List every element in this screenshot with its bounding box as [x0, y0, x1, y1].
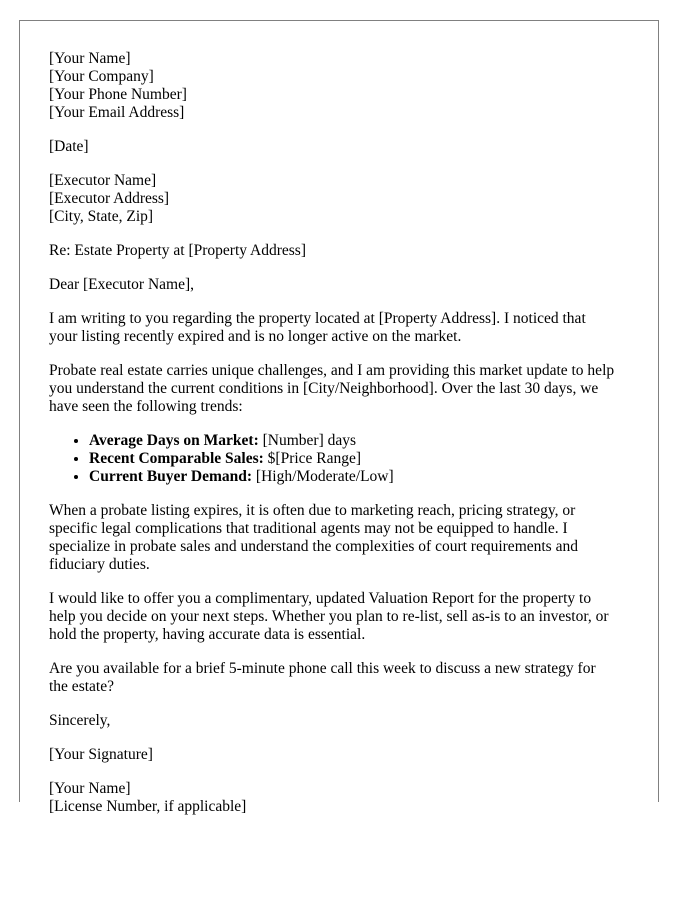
sender-company: [Your Company] — [49, 68, 154, 85]
salutation — [49, 276, 629, 294]
list-item — [89, 468, 629, 486]
paragraph-expired — [49, 502, 629, 574]
sender-email: [Your Email Address] — [49, 104, 185, 121]
paragraph-line: hold the property, having accurate data is essential. — [49, 626, 366, 643]
paragraph-line: I am writing to you regarding the property located at [Property Address]. I noticed that — [49, 310, 586, 327]
trend-value: [Number] days — [258, 432, 357, 449]
recipient-address: [Executor Address] — [49, 190, 170, 207]
list-item — [89, 432, 629, 450]
closing — [49, 712, 629, 730]
signoff-block — [49, 780, 629, 816]
date-block — [49, 138, 629, 156]
paragraph-line: help you decide on your next steps. Whether you plan to re-list, sell as-is to an investor, or — [49, 608, 609, 625]
letter-date: [Date] — [49, 138, 89, 155]
paragraph-line: I would like to offer you a complimentary, updated Valuation Report for the property to — [49, 590, 592, 607]
paragraph-line: fiduciary duties. — [49, 556, 150, 573]
paragraph-intro — [49, 310, 629, 346]
subject-text: Re: Estate Property at [Property Address] — [49, 242, 306, 259]
paragraph-line: specific legal complications that traditional agents may not be equipped to handle. I — [49, 520, 568, 537]
trend-label: Recent Comparable Sales: — [89, 450, 264, 467]
sender-name: [Your Name] — [49, 50, 131, 67]
recipient-city-state-zip: [City, State, Zip] — [49, 208, 154, 225]
letter-page — [19, 20, 659, 815]
sender-block — [49, 50, 629, 122]
paragraph-market — [49, 362, 629, 416]
recipient-name: [Executor Name] — [49, 172, 157, 189]
trend-label: Average Days on Market: — [89, 432, 259, 449]
paragraph-line: Probate real estate carries unique challenges, and I am providing this market update to help — [49, 362, 615, 379]
recipient-block — [49, 172, 629, 226]
paragraph-line: specialize in probate sales and understand the complexities of court requirements and — [49, 538, 578, 555]
list-item — [89, 450, 629, 468]
paragraph-line: Are you available for a brief 5-minute phone call this week to discuss a new strategy for — [49, 660, 596, 677]
paragraph-line: the estate? — [49, 678, 114, 695]
trend-value: $[Price Range] — [263, 450, 362, 467]
signature — [49, 746, 629, 764]
paragraph-line: your listing recently expired and is no longer active on the market. — [49, 328, 462, 345]
paragraph-line: When a probate listing expires, it is often due to marketing reach, pricing strategy, or — [49, 502, 576, 519]
sender-phone: [Your Phone Number] — [49, 86, 187, 103]
trends-list — [49, 432, 629, 486]
signoff-name: [Your Name] — [49, 780, 131, 797]
paragraph-line: have seen the following trends: — [49, 398, 243, 415]
closing-text: Sincerely, — [49, 712, 111, 729]
paragraph-call — [49, 660, 629, 696]
salutation-text: Dear [Executor Name], — [49, 276, 195, 293]
signoff-license: [License Number, if applicable] — [49, 798, 247, 815]
paragraph-line: you understand the current conditions in [City/Neighborhood]. Over the last 30 days, we — [49, 380, 599, 397]
paragraph-offer — [49, 590, 629, 644]
trend-label: Current Buyer Demand: — [89, 468, 253, 485]
letter-content — [49, 50, 629, 832]
trend-value: [High/Moderate/Low] — [252, 468, 394, 485]
signature-text: [Your Signature] — [49, 746, 153, 763]
subject-line — [49, 242, 629, 260]
